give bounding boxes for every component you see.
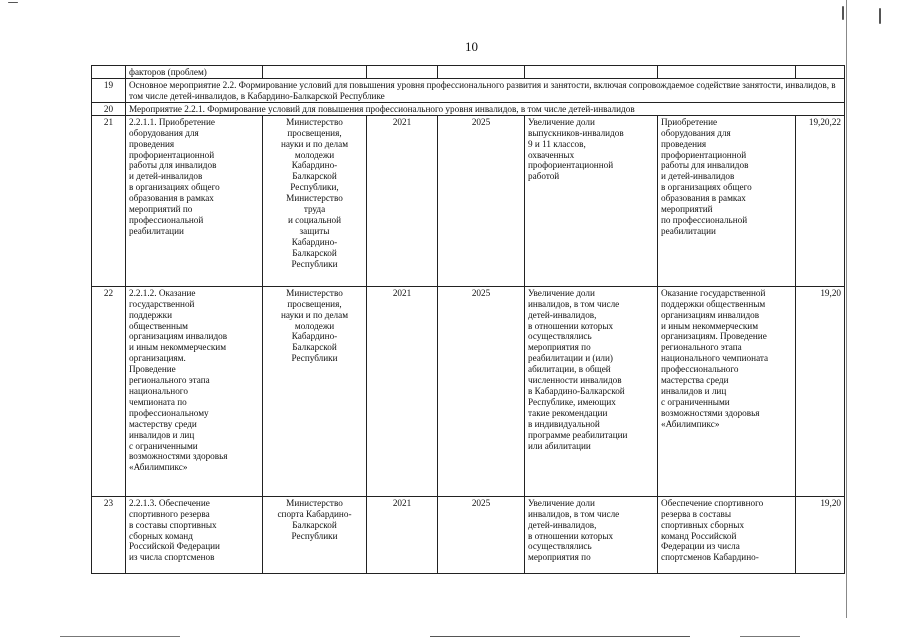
end-year-cell: 2025 [438, 496, 525, 573]
executor-cell: Министерство просвещения, науки и по делам молодежи Кабардино- Балкарской Республики [263, 286, 367, 496]
executor-cell: Министерство просвещения, науки и по делам молодежи Кабардино- Балкарской Республики, Министерство труда и социальной защиты Кабардино- Балкарской Республики [263, 115, 367, 286]
scan-edge-line-bottom [740, 636, 800, 637]
table-row-measure [92, 102, 845, 115]
expected-result-cell: Увеличение доли инвалидов, в том числе детей-инвалидов, в отношении которых осуществлялись мероприятия по [525, 496, 658, 573]
end-year-cell: 2025 [438, 115, 525, 286]
executor-cell: Министерство спорта Кабардино- Балкарской Республики [263, 496, 367, 573]
row-number: 19 [92, 78, 126, 102]
measure-name-cell: 2.2.1.1. Приобретение оборудования для проведения профориентационной работы для инвалидов и детей-инвалидов в организациях общего образования в рамках мероприятий по профессиональной реабилитации [126, 115, 263, 286]
measure-name-cell: 2.2.1.2. Оказание государственной поддержки общественным организациям инвалидов и иным некоммерческим организациям. Проведение регионального этапа национального чемпионата по профессиональному мастерству среди инвалидов и лиц с ограниченными возможностями здоровья «Абилимпикс» [126, 286, 263, 496]
row-number: 20 [92, 102, 126, 115]
link-cell: 19,20 [796, 286, 845, 496]
table-row-fragment [92, 66, 845, 79]
start-year-cell: 2021 [367, 496, 438, 573]
measure-title: Мероприятие 2.2.1. Формирование условий для повышения профессионального уровня инвалидов, в том числе детей-инвалидов [126, 102, 845, 115]
link-cell: 19,20,22 [796, 115, 845, 286]
table-row-main-measure [92, 78, 845, 102]
start-year-cell: 2021 [367, 286, 438, 496]
indicator-cell: Оказание государственной поддержки общественным организациям инвалидов и иным некоммерческим организациям. Проведение регионального этапа национального чемпионата профессионального мастерства среди инвалидов и лиц с ограниченными возможностями здоровья «Абилимпикс» [658, 286, 796, 496]
main-measure-title: Основное мероприятие 2.2. Формирование условий для повышения уровня профессионального развития и занятости, включая сопровождаемое содействие занятости, инвалидов, в том числе детей-инвалидов, в Кабардино-Балкарской Республике [126, 78, 845, 102]
row-number: 22 [92, 286, 126, 496]
row-number: 23 [92, 496, 126, 573]
start-year-cell: 2021 [367, 115, 438, 286]
measure-name-cell: 2.2.1.3. Обеспечение спортивного резерва в составы спортивных сборных команд Российской Федерации из числа спортсменов [126, 496, 263, 573]
scan-mark-top-right [842, 6, 844, 20]
table-row [92, 115, 845, 286]
program-measures-table [91, 65, 845, 574]
indicator-cell: Обеспечение спортивного резерва в составы спортивных сборных команд Российской Федерации из числа спортсменов Кабардино- [658, 496, 796, 573]
row-number: 21 [92, 115, 126, 286]
scan-edge-line-right [846, 0, 847, 618]
scan-edge-line-bottom [430, 636, 690, 637]
num-cell [92, 66, 126, 79]
table-row [92, 286, 845, 496]
expected-result-cell: Увеличение доли выпускников-инвалидов 9 и 11 классов, охваченных профориентационной работой [525, 115, 658, 286]
scan-mark-top-right [879, 8, 881, 24]
page-number: 10 [465, 39, 478, 54]
fragment-text-cell: факторов (проблем) [126, 66, 263, 79]
scan-edge-line-bottom [60, 636, 180, 637]
end-year-cell: 2025 [438, 286, 525, 496]
scan-mark-top-left [8, 2, 18, 3]
link-cell: 19,20 [796, 496, 845, 573]
table-row [92, 496, 845, 573]
indicator-cell: Приобретение оборудования для проведения профориентационной работы для инвалидов и детей-инвалидов в организациях общего образования в рамках мероприятий по профессиональной реабилитации [658, 115, 796, 286]
expected-result-cell: Увеличение доли инвалидов, в том числе детей-инвалидов, в отношении которых осуществлялись мероприятия по реабилитации и (или) абилитации, в общей численности инвалидов в Кабардино-Балкарской Республике, имеющих такие рекомендации в индивидуальной программе реабилитации или абилитации [525, 286, 658, 496]
